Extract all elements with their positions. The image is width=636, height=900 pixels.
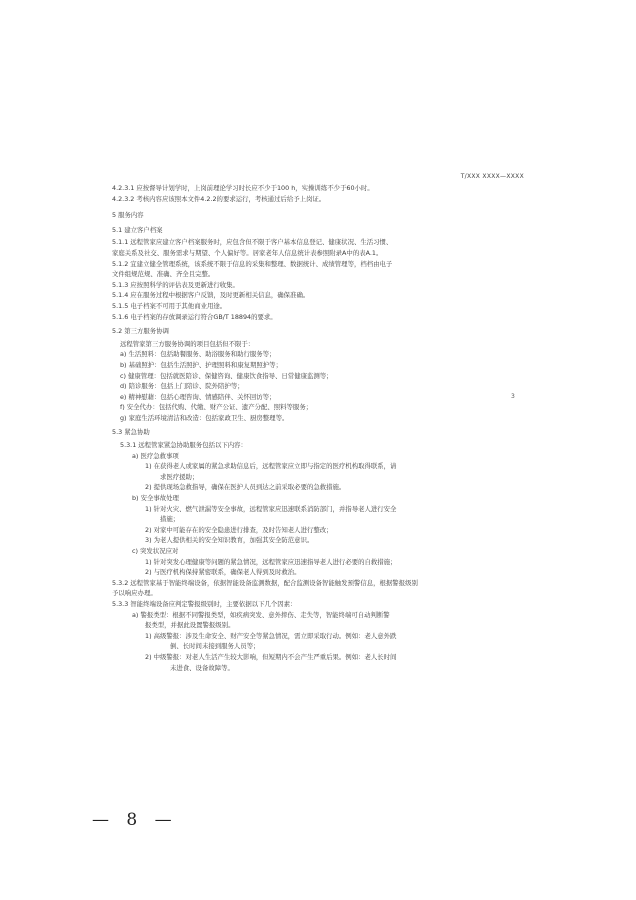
text-line: 3) 为老人提供相关的安全知识教育，加强其安全防范意识。 [145, 536, 314, 545]
text-line: 2) 中级警报：对老人生活产生较大影响，但短期内不会产生严重后果。例如：老人长时间 [145, 652, 397, 661]
text-line: 求医疗援助； [160, 472, 199, 481]
text-line: b) 安全事故处理 [132, 494, 179, 503]
text-line: 5.3 紧急协助 [112, 428, 150, 437]
text-line: 5.1.5 电子档案不可用于其他商业用途。 [112, 301, 227, 310]
text-line: 5.1.4 应在服务过程中根据客户反馈，及时更新相关信息，确保准确。 [112, 291, 310, 300]
text-line: 予以响应办理。 [112, 589, 157, 598]
text-line: e) 精神慰藉：包括心理咨询、情感陪伴、关怀回访等； [120, 392, 276, 401]
text-line: 1) 针对火灾、燃气泄漏等安全事故，远程管家应迅速联系消防部门，并指导老人进行安全 [145, 504, 397, 513]
text-line: 5.1.1 远程管家应建立客户档案服务时，应包含但不限于客户基本信息登记、健康状况、生活习惯、 [112, 238, 393, 247]
text-line: 5 服务内容 [112, 211, 144, 220]
text-line: 5.1.3 应按照科学的评估表及更新进行收集。 [112, 280, 239, 289]
text-line: 1) 在获得老人或家属的紧急求助信息后，远程管家应立即与指定的医疗机构取得联系，请 [145, 462, 397, 471]
text-line: 倒、长时间未接到服务人员等； [170, 642, 260, 651]
text-line: g) 家庭生活环境清洁和改造：包括家政卫生、厨房整理等。 [120, 413, 289, 422]
document-body [112, 183, 522, 673]
text-line: 1) 高级警报：涉及生命安全、财产安全等紧急情况，需立即采取行动。例如：老人意外跌 [145, 631, 397, 640]
text-line: 4.2.3.1 应按督导计划学时，上岗前理论学习时长应不少于100 h，实操训练不少于60小时。 [112, 184, 374, 192]
text-line: 5.2 第三方服务协调 [112, 327, 169, 336]
text-line: a) 警报类型：根据不同警报类型，如疾病突发、意外摔伤、走失等，智能终端可自动判断警 [132, 610, 390, 619]
text-line: 5.3.1 远程管家紧急协助服务包括以下内容： [120, 441, 247, 450]
text-line: 4.2.3.2 考核内容应该照本文件4.2.2的要求运行，考核通过后给予上岗证。 [112, 194, 326, 203]
text-line: f) 安全代办：包括代购、代缴、财产公证、遗产分配、照料等服务； [120, 403, 313, 412]
text-line: 1) 针对突发心理健康等问题的紧急情况，远程管家应迅速指导老人进行必要的自救措施； [145, 557, 397, 566]
text-line: 5.1.2 宜建立健全管理系统，该系统不限于信息的采集和整理、数据统计、成绩管理等，档档由电子 [112, 259, 393, 268]
text-line: 2) 对家中可能存在的安全隐患进行排查，及时告知老人进行整改； [145, 525, 333, 534]
text-line: b) 基础照护：包括生活照护、护理照料和康复期照护等； [120, 360, 282, 369]
text-line: 文件组规范规、准确、齐全且完整。 [112, 270, 215, 279]
text-line: 5.3.3 智能终端设备应判定警报级别时，主要依据以下几个因素： [112, 599, 297, 608]
text-line: 远程管家第三方服务协调的项目包括但不限于： [120, 339, 255, 348]
footer-page-label: — 8 — [92, 810, 178, 830]
text-line: 措施； [160, 515, 180, 524]
text-line: a) 生活照料：包括助餐服务、助浴服务和助行服务等； [120, 350, 276, 359]
text-line: 家庭关系及社交、服务需求与期望、个人偏好等。居家老年人信息统计表参照附录A中的表A.1。 [112, 248, 383, 257]
text-line: 5.1.6 电子档案的存放调录运行符合GB/T 18894的要求。 [112, 312, 277, 321]
text-line: a) 医疗急救事项 [132, 451, 179, 460]
text-line: c) 突发状况应对 [132, 547, 179, 555]
inner-page-number: 3 [511, 393, 515, 400]
standard-code: T/XXX XXXX—XXXX [460, 173, 524, 180]
text-line: 报类型，并据此设置警报级别。 [145, 621, 235, 630]
text-line: 2) 提供现场急救指导，确保在医护人员到达之前采取必要的急救措施。 [145, 483, 346, 492]
text-line: c) 健康管理：包括就医陪诊、保健咨询、健康饮食指导、日常健康监测等； [120, 371, 333, 380]
text-line: 2) 与医疗机构保持紧密联系，确保老人得到及时救治。 [145, 568, 301, 577]
text-line: d) 陪诊服务：包括上门陪诊、院外陪护等； [120, 382, 244, 391]
text-line: 未进食、设备故障等。 [170, 663, 234, 672]
text-line: 5.3.2 远程管家基于智能终端设备，依据智能设备监测数据，配合监测设备智能触发预警信息，根据警报级别 [112, 578, 418, 587]
text-line: 5.1 建立客户档案 [112, 225, 163, 234]
